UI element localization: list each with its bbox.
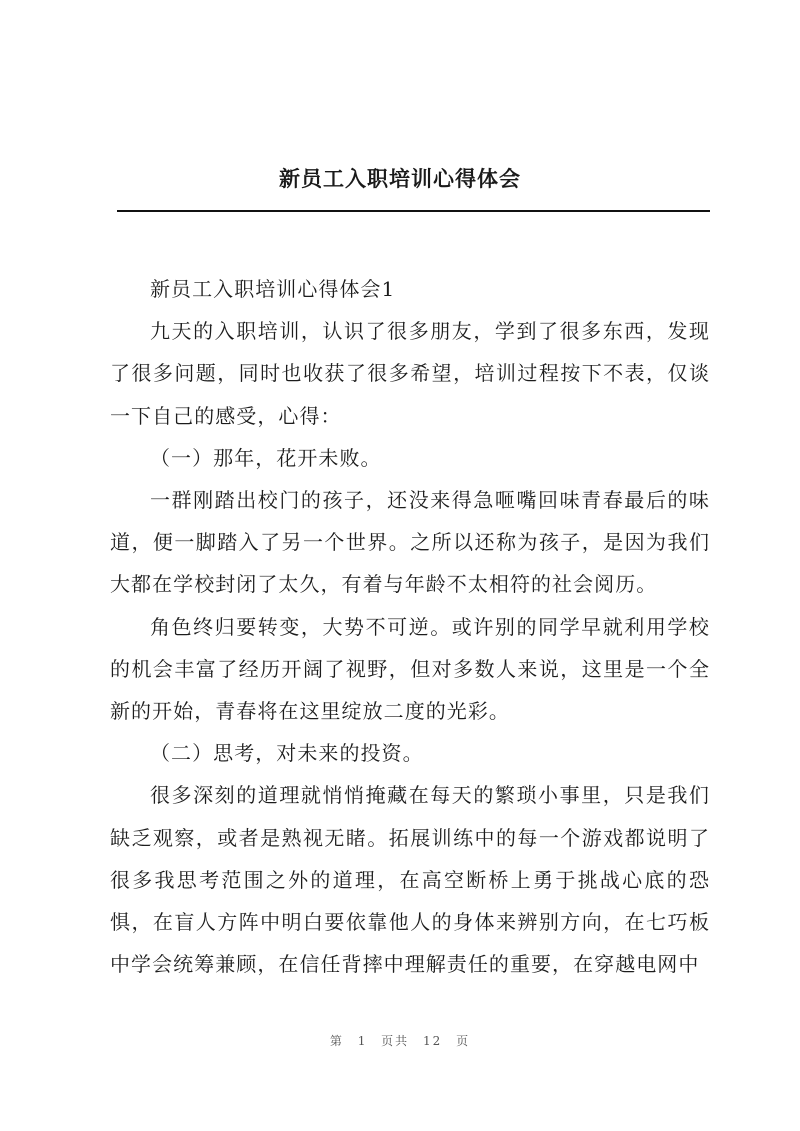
paragraph-heading: 新员工入职培训心得体会1 bbox=[150, 277, 396, 301]
footer-suffix: 页 bbox=[456, 1034, 471, 1048]
document-body bbox=[110, 268, 710, 985]
paragraph: 角色终归要转变，大势不可逆。或许别的同学早就利用学校的机会丰富了经历开阔了视野，但对多数人来说，这里是一个全新的开始，青春将在这里绽放二度的光彩。 bbox=[110, 614, 710, 724]
footer-total-pages: 12 bbox=[423, 1034, 443, 1048]
paragraph: 九天的入职培训，认识了很多朋友，学到了很多东西，发现了很多问题，同时也收获了很多希望，培训过程按下不表，仅谈一下自己的感受，心得： bbox=[110, 319, 710, 428]
title-divider bbox=[117, 210, 710, 212]
footer-middle: 页共 bbox=[381, 1034, 410, 1048]
paragraph: 很多深刻的道理就悄悄掩藏在每天的繁琐小事里，只是我们缺乏观察，或者是熟视无睹。拓展训练中的每一个游戏都说明了很多我思考范围之外的道理，在高空断桥上勇于挑战心底的恐惧，在盲人方阵中明白要依靠他人的身体来辨别方向，在七巧板中学会统筹兼顾，在信任背摔中理解责任的重要，在穿越电网中 bbox=[110, 783, 710, 977]
footer-current-page: 1 bbox=[357, 1034, 368, 1048]
page-footer bbox=[0, 1032, 800, 1049]
footer-prefix: 第 bbox=[329, 1034, 344, 1048]
section-heading: （二）思考，对未来的投资。 bbox=[150, 741, 424, 766]
paragraph: 一群刚踏出校门的孩子，还没来得急咂嘴回味青春最后的味道，便一脚踏入了另一个世界。之所以还称为孩子，是因为我们大都在学校封闭了太久，有着与年龄不太相符的社会阅历。 bbox=[110, 488, 710, 597]
section-heading: （一）那年，花开未败。 bbox=[150, 445, 382, 470]
document-title: 新员工入职培训心得体会 bbox=[279, 166, 521, 191]
